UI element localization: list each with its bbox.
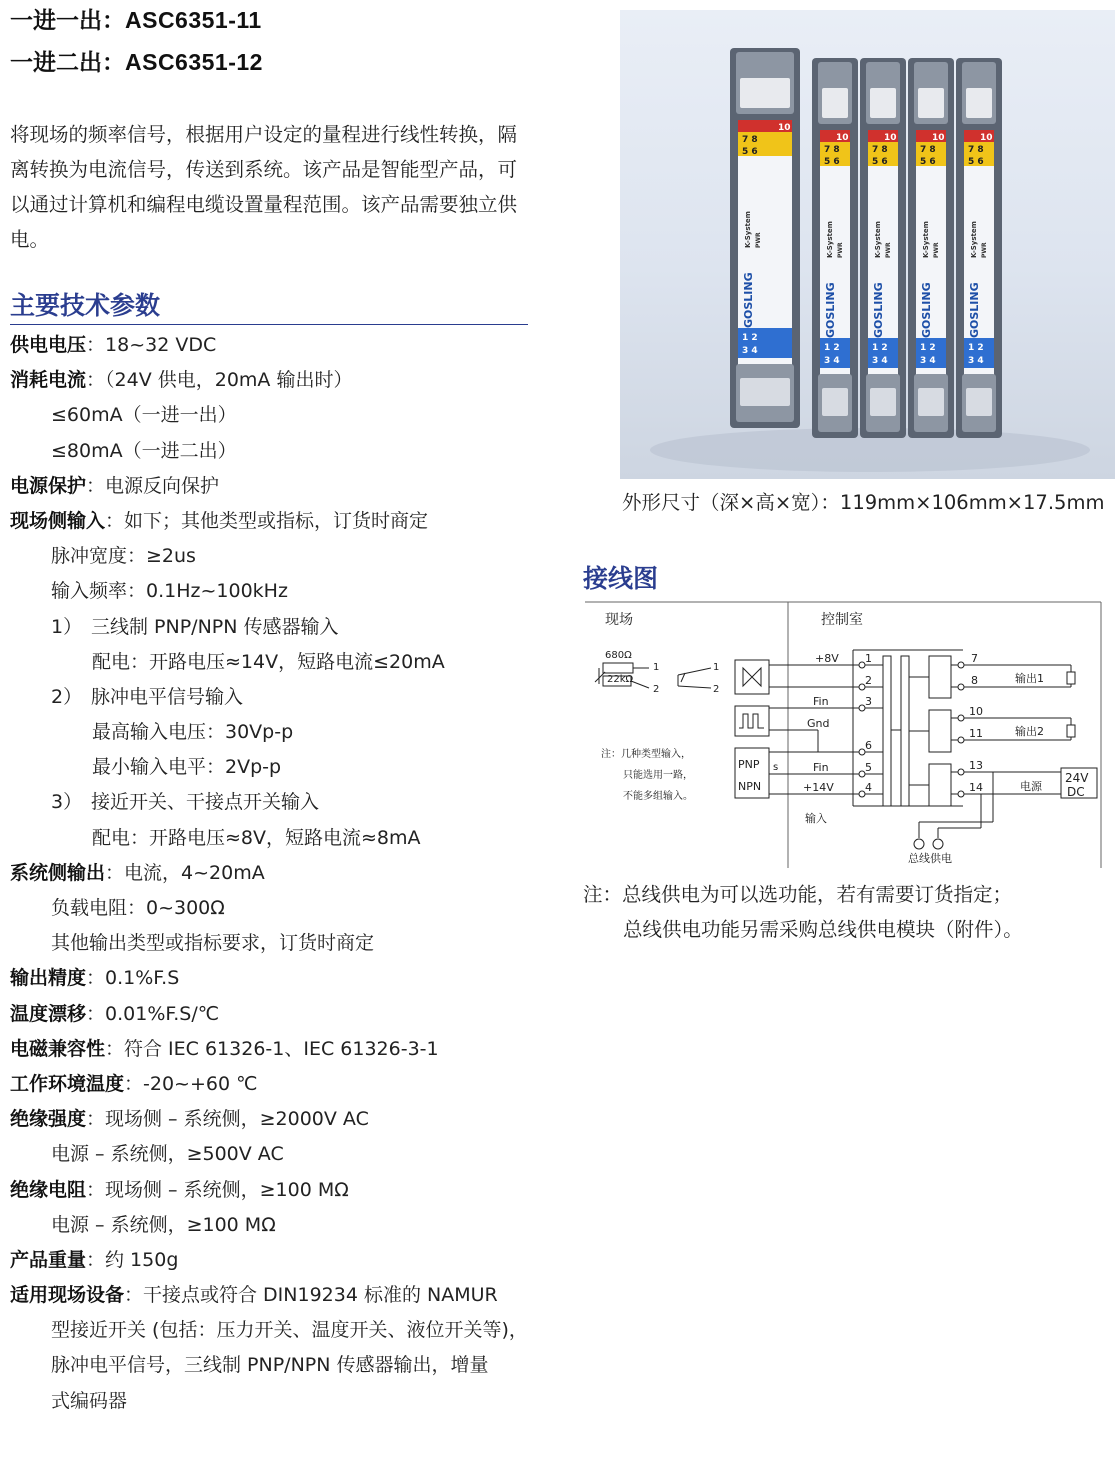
module-terminal-bottom-screws (740, 378, 790, 406)
spec-key: 输出精度 (10, 967, 87, 990)
spec-key: 绝缘电阻 (10, 1178, 87, 1201)
module-model-text: K-System (826, 221, 834, 258)
diagram-input-label: 输入 (805, 812, 827, 825)
spec-value: 电源 – 系统侧，≥500V AC (51, 1143, 284, 1166)
spec-row (10, 1313, 550, 1348)
module-pwr-text: PWR (885, 242, 892, 258)
diagram-output1-label: 输出1 (1015, 672, 1044, 685)
diagram-output2-label: 输出2 (1015, 725, 1044, 738)
module-terminal-number: 1 2 (968, 343, 984, 353)
module-terminal-number: 3 4 (872, 356, 888, 366)
diagram-bus-power-label: 总线供电 (908, 852, 952, 865)
module-brand-text: GOSLING (742, 272, 755, 328)
module-pwr-text: PWR (981, 242, 988, 258)
diagram-r2-label: 22kΩ (607, 674, 634, 685)
diagram-pin-label: 2 (713, 684, 720, 695)
spec-row (10, 434, 550, 469)
module-brand-text: GOSLING (920, 282, 933, 338)
spec-row (10, 891, 550, 926)
diagram-dc-label: DC (1067, 785, 1085, 799)
intro-paragraph (10, 117, 540, 257)
intro-line: 离转换为电流信号，传送到系统。该产品是智能型产品，可 (10, 158, 518, 181)
module-terminal-number: 1 2 (824, 343, 840, 353)
note-line: 总线供电功能另需采购总线供电模块（附件）。 (623, 918, 1023, 941)
spec-row (10, 328, 550, 363)
module-model-text: K-System (922, 221, 930, 258)
diagram-r1-label: 680Ω (605, 650, 632, 661)
module-brand-text: GOSLING (968, 282, 981, 338)
spec-value: ≤60mA（一进一出） (51, 404, 237, 427)
diagram-power-label: 电源 (1020, 780, 1042, 793)
spec-value: 最小输入电平：2Vp-p (92, 756, 282, 779)
module-terminal-top-screws (918, 88, 944, 118)
diagram-field-label: 现场 (605, 612, 633, 628)
wiring-diagram (583, 600, 1103, 870)
module-terminal-number: 5 6 (968, 157, 984, 167)
spec-row (10, 750, 550, 785)
spec-value: 配电：开路电压≈14V，短路电流≤20mA (92, 650, 445, 673)
spec-row (10, 504, 550, 539)
spec-row (10, 1278, 550, 1313)
module-terminal-number: 7 8 (824, 145, 840, 155)
spec-value: 式编码器 (51, 1389, 128, 1412)
spec-value: 脉冲电平信号输入 (91, 685, 244, 708)
spec-key: 温度漂移 (10, 1002, 87, 1025)
diagram-control-label: 控制室 (821, 612, 863, 628)
model-value: ASC6351-11 (125, 7, 262, 33)
spec-row (10, 610, 550, 645)
spec-value: 三线制 PNP/NPN 传感器输入 (91, 615, 339, 638)
spec-value: ≤80mA（一进二出） (51, 439, 237, 462)
diagram-note-line: 注：几种类型输入， (601, 749, 691, 760)
spec-value: 型接近开关 (包括：压力开关、温度开关、液位开关等)， (51, 1319, 528, 1342)
spec-value: ：符合 IEC 61326-1、IEC 61326-3-1 (105, 1037, 439, 1060)
diagram-pin-label: 1 (653, 662, 660, 673)
spec-value: ：0.01%F.S/℃ (86, 1002, 220, 1025)
model-line-1 (10, 0, 550, 42)
diagram-fin-label: Fin (813, 761, 829, 774)
module-terminal-number: 5 6 (872, 157, 888, 167)
diagram-terminal-label: 2 (865, 674, 872, 687)
diagram-terminal-label: 8 (971, 674, 978, 687)
spec-row (10, 398, 550, 433)
module-terminal-number: 1 2 (872, 343, 888, 353)
spec-value: ：18~32 VDC (86, 334, 217, 356)
module-terminal-number: 7 8 (872, 145, 888, 155)
diagram-terminal-label: 10 (969, 705, 983, 718)
spec-value: 电源 – 系统侧，≥100 MΩ (51, 1213, 276, 1236)
wiring-title: 接线图 (583, 564, 659, 593)
model-list (10, 0, 550, 84)
module-pwr-text: PWR (933, 242, 940, 258)
spec-value: ：现场侧 – 系统侧，≥100 MΩ (86, 1178, 349, 1201)
module-terminal-top-screws (740, 78, 790, 108)
spec-key: 绝缘强度 (10, 1108, 87, 1131)
module-model-text: K-System (744, 211, 752, 248)
product-photo-illustration (620, 10, 1115, 479)
intro-line: 以通过计算机和编程电缆设置量程范围。该产品需要独立供 (10, 193, 518, 216)
module-terminal-number: 10 (932, 133, 945, 143)
spec-value: ：电源反向保护 (86, 474, 220, 497)
spec-value: 其他输出类型或指标要求，订货时商定 (51, 932, 375, 955)
spec-value: ：现场侧 – 系统侧，≥2000V AC (86, 1108, 369, 1131)
spec-row (10, 680, 550, 715)
diagram-gnd-label: Gnd (807, 717, 830, 730)
module-terminal-number: 5 6 (742, 147, 758, 157)
spec-item-number: 2） (51, 685, 83, 708)
intro-line: 将现场的频率信号，根据用户设定的量程进行线性转换，隔 (10, 123, 518, 146)
diagram-terminal-label: 3 (865, 695, 872, 708)
spec-row (10, 1384, 550, 1419)
spec-list (10, 328, 550, 1419)
spec-value: 配电：开路电压≈8V，短路电流≈8mA (92, 826, 421, 849)
diagram-plus14v-label: +14V (803, 781, 834, 794)
spec-row (10, 785, 550, 820)
diagram-s-label: s (773, 762, 779, 773)
diagram-terminal-label: 13 (969, 759, 983, 772)
spec-key: 工作环境温度 (10, 1072, 125, 1095)
section-title: 主要技术参数 (10, 291, 528, 325)
spec-value: ：如下；其他类型或指标，订货时商定 (105, 509, 429, 532)
spec-value: ：电流，4~20mA (105, 861, 265, 884)
diagram-note-line: 只能选用一路， (623, 770, 693, 781)
module-terminal-top-screws (870, 88, 896, 118)
diagram-terminal-label: 6 (865, 739, 872, 752)
model-line-2 (10, 42, 550, 84)
spec-key: 产品重量 (10, 1248, 87, 1271)
spec-row (10, 539, 550, 574)
spec-row (10, 1102, 550, 1137)
bus-power-note (583, 877, 1023, 947)
spec-row (10, 961, 550, 996)
spec-row (10, 926, 550, 961)
model-label: 一进二出： (10, 50, 125, 76)
spec-row (10, 856, 550, 891)
spec-row (10, 997, 550, 1032)
spec-value: 接近开关、干接点开关输入 (91, 791, 320, 814)
spec-key: 现场侧输入 (10, 509, 106, 532)
module-terminal-number: 1 2 (742, 333, 758, 343)
module-terminal-bottom-screws (918, 388, 944, 416)
diagram-pin-label: 2 (653, 684, 660, 695)
diagram-pnp-label: PNP (738, 758, 760, 771)
dimension-caption: 外形尺寸（深×高×宽）：119mm×106mm×17.5mm (622, 491, 1105, 514)
model-label: 一进一出： (10, 8, 125, 34)
diagram-npn-label: NPN (738, 780, 762, 793)
module-pwr-text: PWR (755, 232, 762, 248)
spec-value: ：（24V 供电，20mA 输出时） (86, 369, 353, 392)
spec-row (10, 363, 550, 398)
diagram-note-line: 不能多组输入。 (623, 791, 693, 802)
wiring-diagram-svg (583, 600, 1103, 870)
module-terminal-number: 7 8 (742, 135, 758, 145)
spec-row (10, 715, 550, 750)
module-model-text: K-System (970, 221, 978, 258)
spec-value: ：干接点或符合 DIN19234 标准的 NAMUR (124, 1284, 498, 1307)
module-terminal-bottom-screws (822, 388, 848, 416)
spec-value: ：0.1%F.S (86, 967, 180, 990)
diagram-terminal-label: 11 (969, 727, 983, 740)
diagram-terminal-label: 7 (971, 652, 978, 665)
intro-line: 电。 (10, 228, 50, 251)
spec-value: 脉冲宽度：≥2us (51, 545, 196, 568)
spec-item-number: 1） (51, 615, 83, 638)
module-terminal-bottom-screws (966, 388, 992, 416)
diagram-terminal-label: 1 (865, 652, 872, 665)
model-value: ASC6351-12 (125, 49, 263, 75)
diagram-terminal-label: 5 (865, 761, 872, 774)
module-terminal-top-screws (966, 88, 992, 118)
spec-value: 负载电阻：0~300Ω (51, 897, 225, 919)
spec-value: ：-20~+60 ℃ (124, 1072, 258, 1095)
module-terminal-number: 10 (778, 123, 791, 133)
spec-row (10, 1348, 550, 1383)
module-terminal-bottom-screws (870, 388, 896, 416)
module-terminal-number: 5 6 (824, 157, 840, 167)
spec-row (10, 1243, 550, 1278)
module-terminal-top-screws (822, 88, 848, 118)
module-terminal-number: 7 8 (920, 145, 936, 155)
module-model-text: K-System (874, 221, 882, 258)
spec-key: 电磁兼容性 (10, 1037, 106, 1060)
diagram-fin-label: Fin (813, 695, 829, 708)
spec-key: 消耗电流 (10, 369, 87, 392)
spec-key: 供电电压 (10, 334, 87, 356)
module-terminal-number: 10 (884, 133, 897, 143)
spec-row (10, 645, 550, 680)
module-terminal-number: 3 4 (920, 356, 936, 366)
spec-value: ：约 150g (86, 1248, 179, 1271)
spec-row (10, 1208, 550, 1243)
spec-row (10, 574, 550, 609)
module-terminal-number: 5 6 (920, 157, 936, 167)
diagram-terminal-label: 14 (969, 781, 983, 794)
module-terminal-number: 3 4 (742, 346, 758, 356)
module-brand-text: GOSLING (824, 282, 837, 338)
spec-value: 输入频率：0.1Hz~100kHz (51, 580, 288, 603)
module-terminal-number: 3 4 (968, 356, 984, 366)
left-column (10, 0, 550, 1419)
spec-value: 最高输入电压：30Vp-p (92, 721, 294, 744)
module-pwr-text: PWR (837, 242, 844, 258)
spec-row (10, 821, 550, 856)
spec-key: 系统侧输出 (10, 861, 106, 884)
spec-row (10, 1067, 550, 1102)
module-terminal-number: 10 (980, 133, 993, 143)
module-terminal-number: 3 4 (824, 356, 840, 366)
diagram-terminal-label: 4 (865, 781, 872, 794)
module-terminal-number: 10 (836, 133, 849, 143)
note-line: 注：总线供电为可以选功能，若有需要订货指定； (583, 883, 1013, 906)
diagram-plus8v-label: +8V (815, 652, 839, 665)
module-terminal-number: 1 2 (920, 343, 936, 353)
spec-key: 适用现场设备 (10, 1284, 125, 1307)
product-photo (620, 10, 1115, 479)
spec-row (10, 1137, 550, 1172)
module-brand-text: GOSLING (872, 282, 885, 338)
spec-row (10, 469, 550, 504)
diagram-pin-label: 1 (713, 662, 720, 673)
spec-item-number: 3） (51, 791, 83, 814)
spec-row (10, 1173, 550, 1208)
diagram-24v-label: 24V (1065, 771, 1089, 785)
spec-value: 脉冲电平信号，三线制 PNP/NPN 传感器输出，增量 (51, 1354, 489, 1377)
spec-key: 电源保护 (10, 474, 87, 497)
spec-row (10, 1032, 550, 1067)
module-terminal-number: 7 8 (968, 145, 984, 155)
